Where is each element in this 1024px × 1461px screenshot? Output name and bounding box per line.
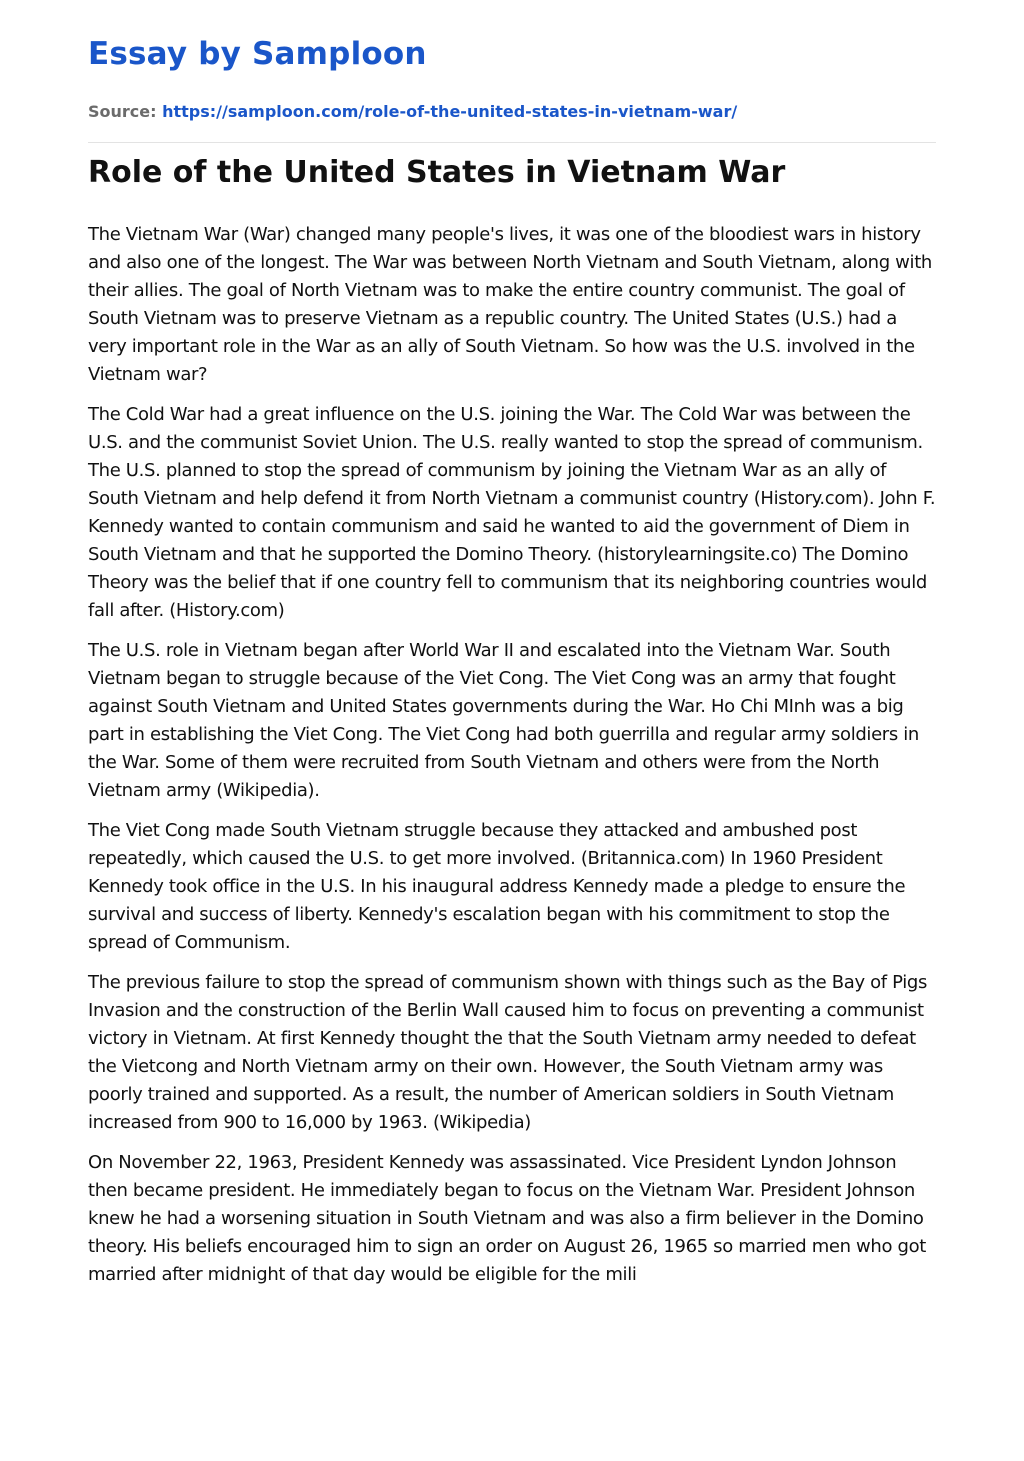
source-label: Source: — [88, 102, 157, 121]
source-link[interactable]: https://samploon.com/role-of-the-united-states-in-vietnam-war/ — [162, 102, 738, 121]
essay-title: Role of the United States in Vietnam War — [88, 155, 786, 190]
essay-paragraph: On November 22, 1963, President Kennedy was assassinated. Vice President Lyndon Johnson then became president. He immediately began to focus on the Vietnam War. President Johnson knew he had a worsening situation in South Vietnam and was also a firm believer in the Domino theory. His beliefs encouraged him to sign an order on August 26, 1965 so married men who got married after midnight of that day would be eligible for the mili — [88, 1152, 926, 1285]
essay-body — [88, 221, 938, 1301]
essay-paragraph: The Cold War had a great influence on the U.S. joining the War. The Cold War was between the U.S. and the communist Soviet Union. The U.S. really wanted to stop the spread of communism. The U.S. planned to stop the spread of communism by joining the Vietnam War as an ally of South Vietnam and help defend it from North Vietnam a communist country (History.com). John F. Kennedy wanted to contain communism and said he wanted to aid the government of Diem in South Vietnam and that he supported the Domino Theory. (historylearningsite.co) The Domino Theory was the belief that if one country fell to communism that its neighboring countries would fall after. (History.com) — [88, 404, 936, 621]
brand-title: Essay by Samploon — [88, 36, 427, 72]
header-divider — [88, 142, 936, 143]
essay-paragraph: The Vietnam War (War) changed many people's lives, it was one of the bloodiest wars in history and also one of the longest. The War was between North Vietnam and South Vietnam, along with their allies. The goal of North Vietnam was to make the entire country communist. The goal of South Vietnam was to preserve Vietnam as a republic country. The United States (U.S.) had a very important role in the War as an ally of South Vietnam. So how was the U.S. involved in the Vietnam war? — [88, 224, 932, 385]
essay-paragraph: The U.S. role in Vietnam began after World War II and escalated into the Vietnam War. South Vietnam began to struggle because of the Viet Cong. The Viet Cong was an army that fought against South Vietnam and United States governments during the War. Ho Chi MInh was a big part in establishing the Viet Cong. The Viet Cong had both guerrilla and regular army soldiers in the War. Some of them were recruited from South Vietnam and others were from the North Vietnam army (Wikipedia). — [88, 640, 919, 801]
essay-paragraph: The previous failure to stop the spread of communism shown with things such as the Bay of Pigs Invasion and the construction of the Berlin Wall caused him to focus on preventing a communist victory in Vietnam. At first Kennedy thought the that the South Vietnam army needed to defeat the Vietcong and North Vietnam army on their own. However, the South Vietnam army was poorly trained and supported. As a result, the number of American soldiers in South Vietnam increased from 900 to 16,000 by 1963. (Wikipedia) — [88, 972, 928, 1133]
source-line — [88, 102, 737, 121]
essay-paragraph: The Viet Cong made South Vietnam struggle because they attacked and ambushed post repeatedly, which caused the U.S. to get more involved. (Britannica.com) In 1960 President Kennedy took office in the U.S. In his inaugural address Kennedy made a pledge to ensure the survival and success of liberty. Kennedy's escalation began with his commitment to stop the spread of Communism. — [88, 820, 906, 953]
